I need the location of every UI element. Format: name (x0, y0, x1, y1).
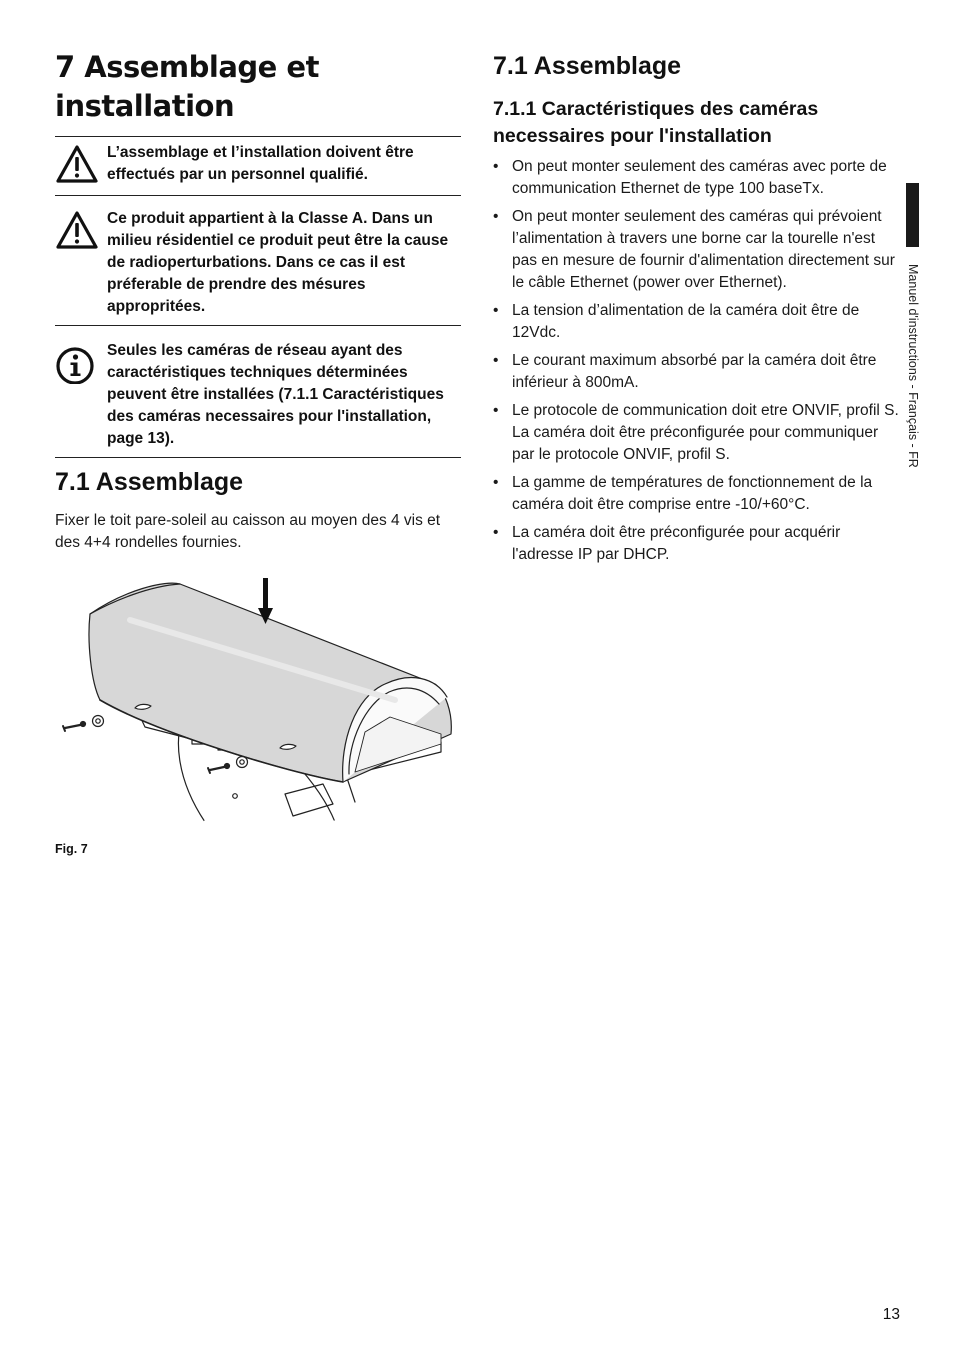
list-item: • La gamme de températures de fonctionnement de la caméra doit être comprise entre -10/+60°C. (493, 472, 903, 516)
assembly-paragraph: Fixer le toit pare-soleil au caisson au moyen des 4 vis et des 4+4 rondelles fournies. (55, 512, 441, 551)
note-text: Ce produit appartient à la Classe A. Dans un milieu résidentiel ce produit peut être la cause de radioperturbations. Dans ce cas il est préferable de prendre des mésures appropritées. (107, 210, 449, 315)
page-number: 13 (882, 1306, 900, 1323)
divider (55, 136, 461, 137)
chapter-title: 7 Assemblage et installation (55, 50, 319, 123)
divider (55, 195, 461, 196)
warning-icon (55, 142, 99, 186)
list-item: • On peut monter seulement des caméras avec porte de communication Ethernet de type 100 baseTx. (493, 156, 903, 200)
sunshield-assembly-illustration (55, 572, 461, 824)
divider (55, 325, 461, 326)
note-text: L’assemblage et l’installation doivent être effectués par un personnel qualifié. (107, 144, 414, 183)
chapter-tab-marker (906, 183, 919, 247)
divider (55, 457, 461, 458)
list-item: • Le protocole de communication doit etre ONVIF, profil S. La caméra doit être préconfigurée pour communiquer par le protocole ONVIF, profil S. (493, 400, 903, 466)
list-item: • Le courant maximum absorbé par la caméra doit être inférieur à 800mA. (493, 350, 903, 394)
warning-note-class-a (55, 208, 461, 320)
section-heading-assemblage-right: 7.1 Assemblage (493, 52, 682, 80)
info-note-cameras (55, 340, 461, 452)
info-icon (55, 340, 99, 384)
sidebar-label (903, 264, 923, 524)
list-item: • On peut monter seulement des caméras qui prévoient l’alimentation à travers une borne car la tourelle n'est pas en mesure de fournir d'alimentation directement sur le câble Ethernet (power over Ethernet). (493, 206, 903, 294)
sidebar-text: Manuel d'instructions - Français - FR (906, 264, 920, 468)
warning-note-qualified (55, 142, 461, 190)
subsection-heading: 7.1.1 Caractéristiques des caméras necessaires pour l'installation (493, 98, 819, 147)
note-text: Seules les caméras de réseau ayant des caractéristiques techniques déterminées peuvent être installées (7.1.1 Caractéristiques des caméras necessaires pour l'installation, page 13). (107, 342, 444, 447)
figure-caption: Fig. 7 (55, 842, 88, 856)
list-item: • La caméra doit être préconfigurée pour acquérir l'adresse IP par DHCP. (493, 522, 903, 566)
list-item: • La tension d’alimentation de la caméra doit être de 12Vdc. (493, 300, 903, 344)
warning-icon (55, 208, 99, 252)
camera-requirements-list (493, 156, 903, 572)
section-heading-assemblage-left: 7.1 Assemblage (55, 468, 244, 496)
